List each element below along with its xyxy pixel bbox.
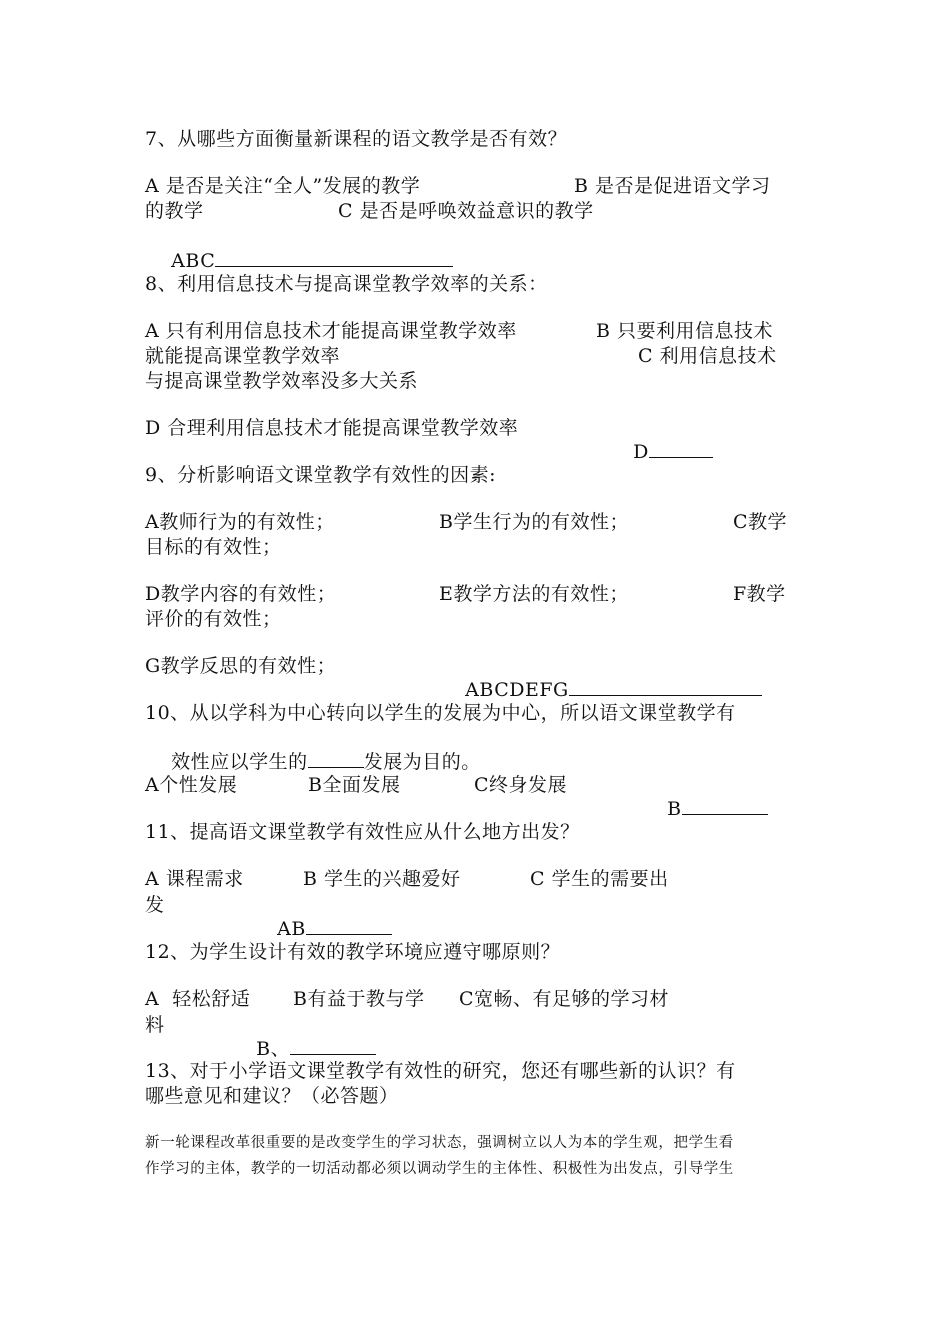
q9-option-d: D教学内容的有效性； [145,583,337,605]
q10-option-c: C终身发展 [474,774,568,796]
q10-option-a: A个性发展 [145,774,238,796]
q11-option-a: A 课程需求 [145,868,244,890]
q8-option-c-cont: 与提高课堂教学效率没多大关系 [145,370,419,392]
question-12: 12、为学生设计有效的教学环境应遵守哪原则？ [145,941,561,963]
q9-option-f-cont: 评价的有效性； [145,608,282,630]
q10-text-a: 效性应以学生的 [171,751,308,773]
q12-option-a: A 轻松舒适 [145,988,251,1010]
q10-answer-line [641,773,768,845]
q12-answer: B、 [256,1038,291,1060]
question-13-cont: 哪些意见和建议？（必答题） [145,1085,399,1107]
q11-option-c-cont: 发 [145,894,165,916]
q7-option-c: C 是否是呼唤效益意识的教学 [338,200,594,222]
question-7: 7、从哪些方面衡量新课程的语文教学是否有效？ [145,128,568,150]
q9-option-a: A教师行为的有效性； [145,511,335,533]
question-10: 10、从以学科为中心转向以学生的发展为中心，所以语文课堂教学有 [145,702,736,724]
q10-option-b: B全面发展 [308,774,401,796]
q12-answer-blank [290,1054,376,1055]
question-11: 11、提高语文课堂教学有效性应从什么地方出发？ [145,821,580,843]
q12-option-b: B有益于教与学 [293,988,425,1010]
q9-option-c: C教学 [733,511,788,533]
q8-option-c: C 利用信息技术 [638,345,777,367]
response-paragraph-line-1: 新一轮课程改革很重要的是改变学生的学习状态，强调树立以人为本的学生观，把学生看 [145,1135,734,1151]
q8-answer: D [633,441,649,463]
q7-option-a: A 是否是关注“全人”发展的教学 [145,175,421,197]
q7-option-b-cont: 的教学 [145,200,204,222]
q11-answer-blank [306,934,392,935]
question-9: 9、分析影响语文课堂教学有效性的因素: [145,464,496,486]
q8-option-d: D 合理利用信息技术才能提高课堂教学效率 [145,417,519,439]
q10-text-b: 发展为目的。 [363,751,481,773]
q12-option-c: C宽畅、有足够的学习材 [459,988,670,1010]
q12-option-c-cont: 料 [145,1014,165,1036]
q8-option-a: A 只有利用信息技术才能提高课堂教学效率 [145,320,517,342]
q10-answer-blank [682,814,768,815]
q11-answer: AB [277,918,306,940]
q8-option-b: B 只要利用信息技术 [596,320,774,342]
q8-option-b-cont: 就能提高课堂教学效率 [145,345,341,367]
q9-answer: ABCDEFG [465,679,569,701]
q9-option-e: E教学方法的有效性； [439,583,629,605]
q9-option-c-cont: 目标的有效性； [145,536,282,558]
q11-option-c: C 学生的需要出 [530,868,669,890]
q7-option-b: B 是否是促进语文学习 [574,175,771,197]
q8-answer-blank [649,457,713,458]
q10-inline-blank [308,767,364,768]
q9-option-b: B学生行为的有效性； [439,511,629,533]
question-8: 8、利用信息技术与提高课堂教学效率的关系： [145,273,548,295]
q9-option-f: F教学 [733,583,786,605]
question-13: 13、对于小学语文课堂教学有效性的研究，您还有哪些新的认识？有 [145,1060,736,1082]
q7-answer: ABC [171,250,216,272]
q10-answer: B [667,798,682,820]
q8-answer-line [607,416,713,488]
q9-answer-blank [569,695,762,696]
q9-option-g: G教学反思的有效性； [145,655,337,677]
q7-answer-blank [215,266,453,267]
response-paragraph-line-2: 作学习的主体，教学的一切活动都必须以调动学生的主体性、积极性为出发点，引导学生 [145,1161,734,1177]
q11-option-b: B 学生的兴趣爱好 [303,868,461,890]
